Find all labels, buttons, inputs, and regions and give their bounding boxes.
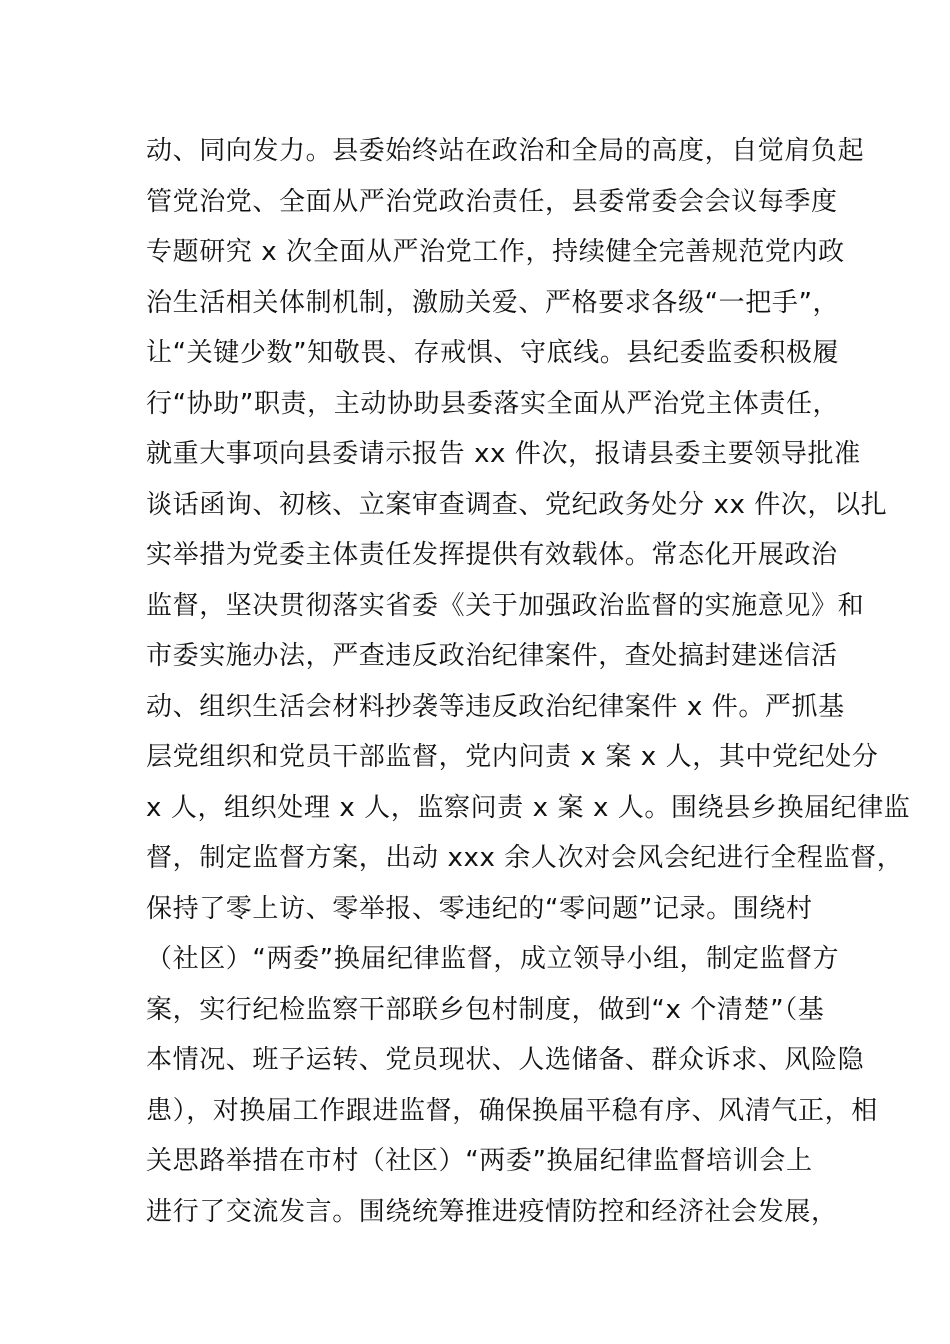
text-line: x 人，组织处理 x 人，监察问责 x 案 x 人。围绕县乡换届纪律监: [146, 792, 911, 823]
text-line: 案，实行纪检监察干部联乡包村制度，做到“x 个清楚”（基: [146, 994, 825, 1025]
text-line: （社区）“两委”换届纪律监督，成立领导小组，制定监督方: [146, 944, 840, 974]
body-paragraph: [146, 126, 911, 1237]
text-line: 保持了零上访、零举报、零违纪的“零问题”记录。围绕村: [146, 893, 813, 924]
text-line: 关思路举措在市村（社区）“两委”换届纪律监督培训会上: [146, 1146, 813, 1176]
text-line: 就重大事项向县委请示报告 xx 件次，报请县委主要领导批准: [146, 439, 861, 469]
text-line: 谈话函询、初核、立案审查调查、党纪政务处分 xx 件次，以扎: [146, 489, 888, 520]
text-line: 专题研究 x 次全面从严治党工作，持续健全完善规范党内政: [146, 237, 845, 267]
text-line: 进行了交流发言。围绕统筹推进疫情防控和经济社会发展，: [146, 1196, 838, 1227]
text-line: 动、组织生活会材料抄袭等违反政治纪律案件 x 件。严抓基: [146, 691, 845, 722]
text-line: 让“关键少数”知敬畏、存戒惧、守底线。县纪委监委积极履: [146, 338, 840, 368]
text-line: 实举措为党委主体责任发挥提供有效载体。常态化开展政治: [146, 540, 838, 570]
text-line: 监督，坚决贯彻落实省委《关于加强政治监督的实施意见》和: [146, 590, 865, 621]
text-line: 行“协助”职责，主动协助县委落实全面从严治党主体责任，: [146, 388, 840, 419]
text-line: 市委实施办法，严查违反政治纪律案件，查处搞封建迷信活: [146, 641, 838, 671]
text-line: 本情况、班子运转、党员现状、人选储备、群众诉求、风险隐: [146, 1045, 865, 1075]
text-line: 动、同向发力。县委始终站在政治和全局的高度，自觉肩负起: [146, 136, 865, 166]
text-line: 督，制定监督方案，出动 xxx 余人次对会风会纪进行全程监督，: [146, 843, 904, 873]
text-line: 治生活相关体制机制，激励关爱、严格要求各级“一把手”，: [146, 287, 840, 318]
text-line: 层党组织和党员干部监督，党内问责 x 案 x 人，其中党纪处分: [146, 742, 879, 772]
text-line: 患），对换届工作跟进监督，确保换届平稳有序、风清气正，相: [146, 1095, 878, 1126]
text-line: 管党治党、全面从严治党政治责任，县委常委会会议每季度: [146, 186, 838, 217]
